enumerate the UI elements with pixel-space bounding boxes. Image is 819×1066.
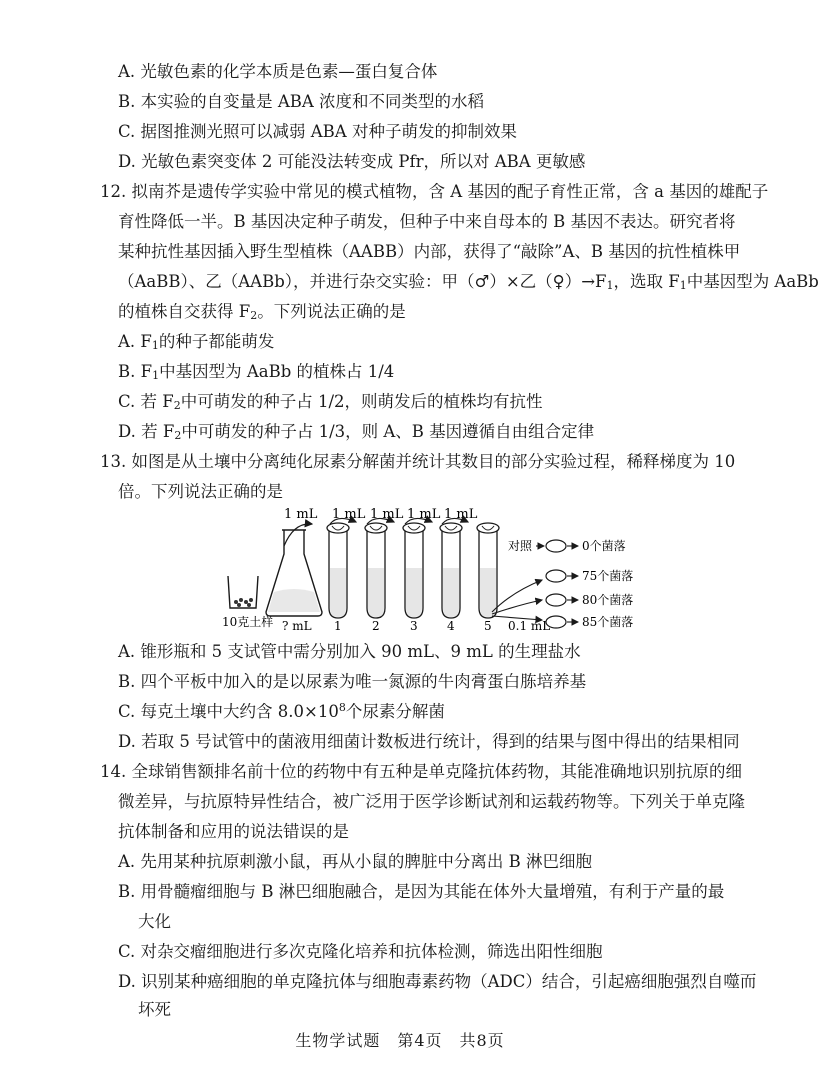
plate-result-control: 0个菌落 (582, 539, 626, 553)
q12-option-d: D. 若 $F_2$中可萌发的种子占 1/3，则 A、B 基因遵循自由组合定律 (118, 422, 595, 442)
control-label: 对照 (508, 539, 533, 553)
q12-stem-line-5: 的植株自交获得 $F_2$。下列说法正确的是 (118, 302, 406, 322)
q14-stem-line-1: 14. 全球销售额排名前十位的药物中有五种是单克隆抗体药物，其能准确地识别抗原的细 (100, 762, 742, 781)
q14-option-b-cont: 大化 (138, 912, 171, 931)
q13-option-a: A. 锥形瓶和 5 支试管中需分别加入 90 mL、9 mL 的生理盐水 (118, 642, 581, 661)
q14-option-d-cont: 坏死 (138, 1000, 171, 1019)
q12-stem-line-4: （AaBB）、乙（AABb），并进行杂交实验：甲（♂）×乙$(♀)\to F_1$，选取 $F_1$中基因型为 AaBb (118, 272, 819, 292)
tube-cap-3 (403, 523, 425, 533)
conical-flask-icon (266, 530, 322, 616)
tube-cap-1 (327, 523, 349, 533)
transfer-label-5: 1 mL (444, 507, 478, 522)
q14-stem-line-2: 微差异，与抗原特异性结合，被广泛用于医学诊断试剂和运载药物等。下列关于单克隆 (118, 792, 745, 811)
q12-option-c: C. 若 $F_2$中可萌发的种子占 1/2，则萌发后的植株均有抗性 (118, 392, 543, 412)
soil-label: 10克土样 (222, 615, 274, 629)
q11-option-a: A. 光敏色素的化学本质是色素—蛋白复合体 (118, 62, 438, 81)
tube-label-2: 2 (372, 619, 380, 633)
tube-label-5: 5 (484, 619, 492, 633)
q13-option-d: D. 若取 5 号试管中的菌液用细菌计数板进行统计，得到的结果与图中得出的结果相同 (118, 732, 740, 751)
q12-option-a: A. $F_1$的种子都能萌发 (118, 332, 275, 352)
plate-result-2: 80个菌落 (582, 593, 634, 607)
dilution-diagram (222, 508, 682, 634)
q13-option-b: B. 四个平板中加入的是以尿素为唯一氮源的牛肉膏蛋白胨培养基 (118, 672, 587, 691)
tube-liquid-2 (368, 568, 384, 617)
tube-label-3: 3 (410, 619, 418, 633)
page-footer: 生物学试题 第4页 共8页 (295, 1031, 505, 1050)
tube-liquid-5 (480, 568, 496, 617)
q12-stem-line-1: 12. 拟南芥是遗传学实验中常见的模式植物，含 A 基因的配子育性正常，含 a 基因的雄配子 (100, 182, 769, 201)
q13-stem-line-1: 13. 如图是从土壤中分离纯化尿素分解菌并统计其数目的部分实验过程，稀释梯度为 10 (100, 452, 736, 471)
plate-2-icon (546, 594, 566, 606)
q11-option-d: D. 光敏色素突变体 2 可能没法转变成 Pfr，所以对 ABA 更敏感 (118, 152, 586, 171)
flask-volume-label: ? mL (282, 619, 312, 633)
plate-result-3: 85个菌落 (582, 615, 634, 629)
q14-option-a: A. 先用某种抗原刺激小鼠，再从小鼠的脾脏中分离出 B 淋巴细胞 (118, 852, 593, 871)
q12-option-b: B. $F_1$中基因型为 AaBb 的植株占 1/4 (118, 362, 395, 382)
q14-stem-line-3: 抗体制备和应用的说法错误的是 (118, 822, 349, 841)
plate-control-icon (546, 540, 566, 552)
q12-stem-line-3: 某种抗性基因插入野生型植株（AABB）内部，获得了“敲除”A、B 基因的抗性植株甲 (118, 242, 741, 261)
plating-volume-label: 0.1 mL (508, 619, 551, 633)
q14-option-c: C. 对杂交瘤细胞进行多次克隆化培养和抗体检测，筛选出阳性细胞 (118, 942, 603, 961)
tube-cap-5 (477, 523, 499, 533)
transfer-label-2: 1 mL (332, 507, 366, 522)
plate-result-1: 75个菌落 (582, 569, 634, 583)
transfer-label-3: 1 mL (370, 507, 404, 522)
soil-beaker-icon (228, 576, 258, 608)
tube-liquid-3 (406, 568, 422, 617)
tube-cap-4 (440, 523, 462, 533)
plate-1-icon (546, 570, 566, 582)
q11-option-b: B. 本实验的自变量是 ABA 浓度和不同类型的水稻 (118, 92, 485, 111)
tube-label-4: 4 (447, 619, 455, 633)
q14-option-d: D. 识别某种癌细胞的单克隆抗体与细胞毒素药物（ADC）结合，引起癌细胞强烈自噬而 (118, 972, 757, 991)
q11-option-c: C. 据图推测光照可以减弱 ABA 对种子萌发的抑制效果 (118, 122, 517, 141)
tube-liquid-1 (330, 568, 346, 617)
tube-label-1: 1 (334, 619, 342, 633)
q12-stem-line-2: 育性降低一半。B 基因决定种子萌发，但种子中来自母本的 B 基因不表达。研究者将 (118, 212, 736, 231)
tube-cap-2 (365, 523, 387, 533)
tube-liquid-4 (443, 568, 459, 617)
transfer-label-4: 1 mL (407, 507, 441, 522)
transfer-label-1: 1 mL (284, 507, 318, 522)
q14-option-b: B. 用骨髓瘤细胞与 B 淋巴细胞融合，是因为其能在体外大量增殖，有利于产量的最 (118, 882, 725, 901)
q13-option-c: C. 每克土壤中大约含 $8.0\times 10^8$个尿素分解菌 (118, 701, 445, 721)
q13-stem-line-2: 倍。下列说法正确的是 (118, 482, 283, 501)
test-tubes (327, 523, 499, 618)
